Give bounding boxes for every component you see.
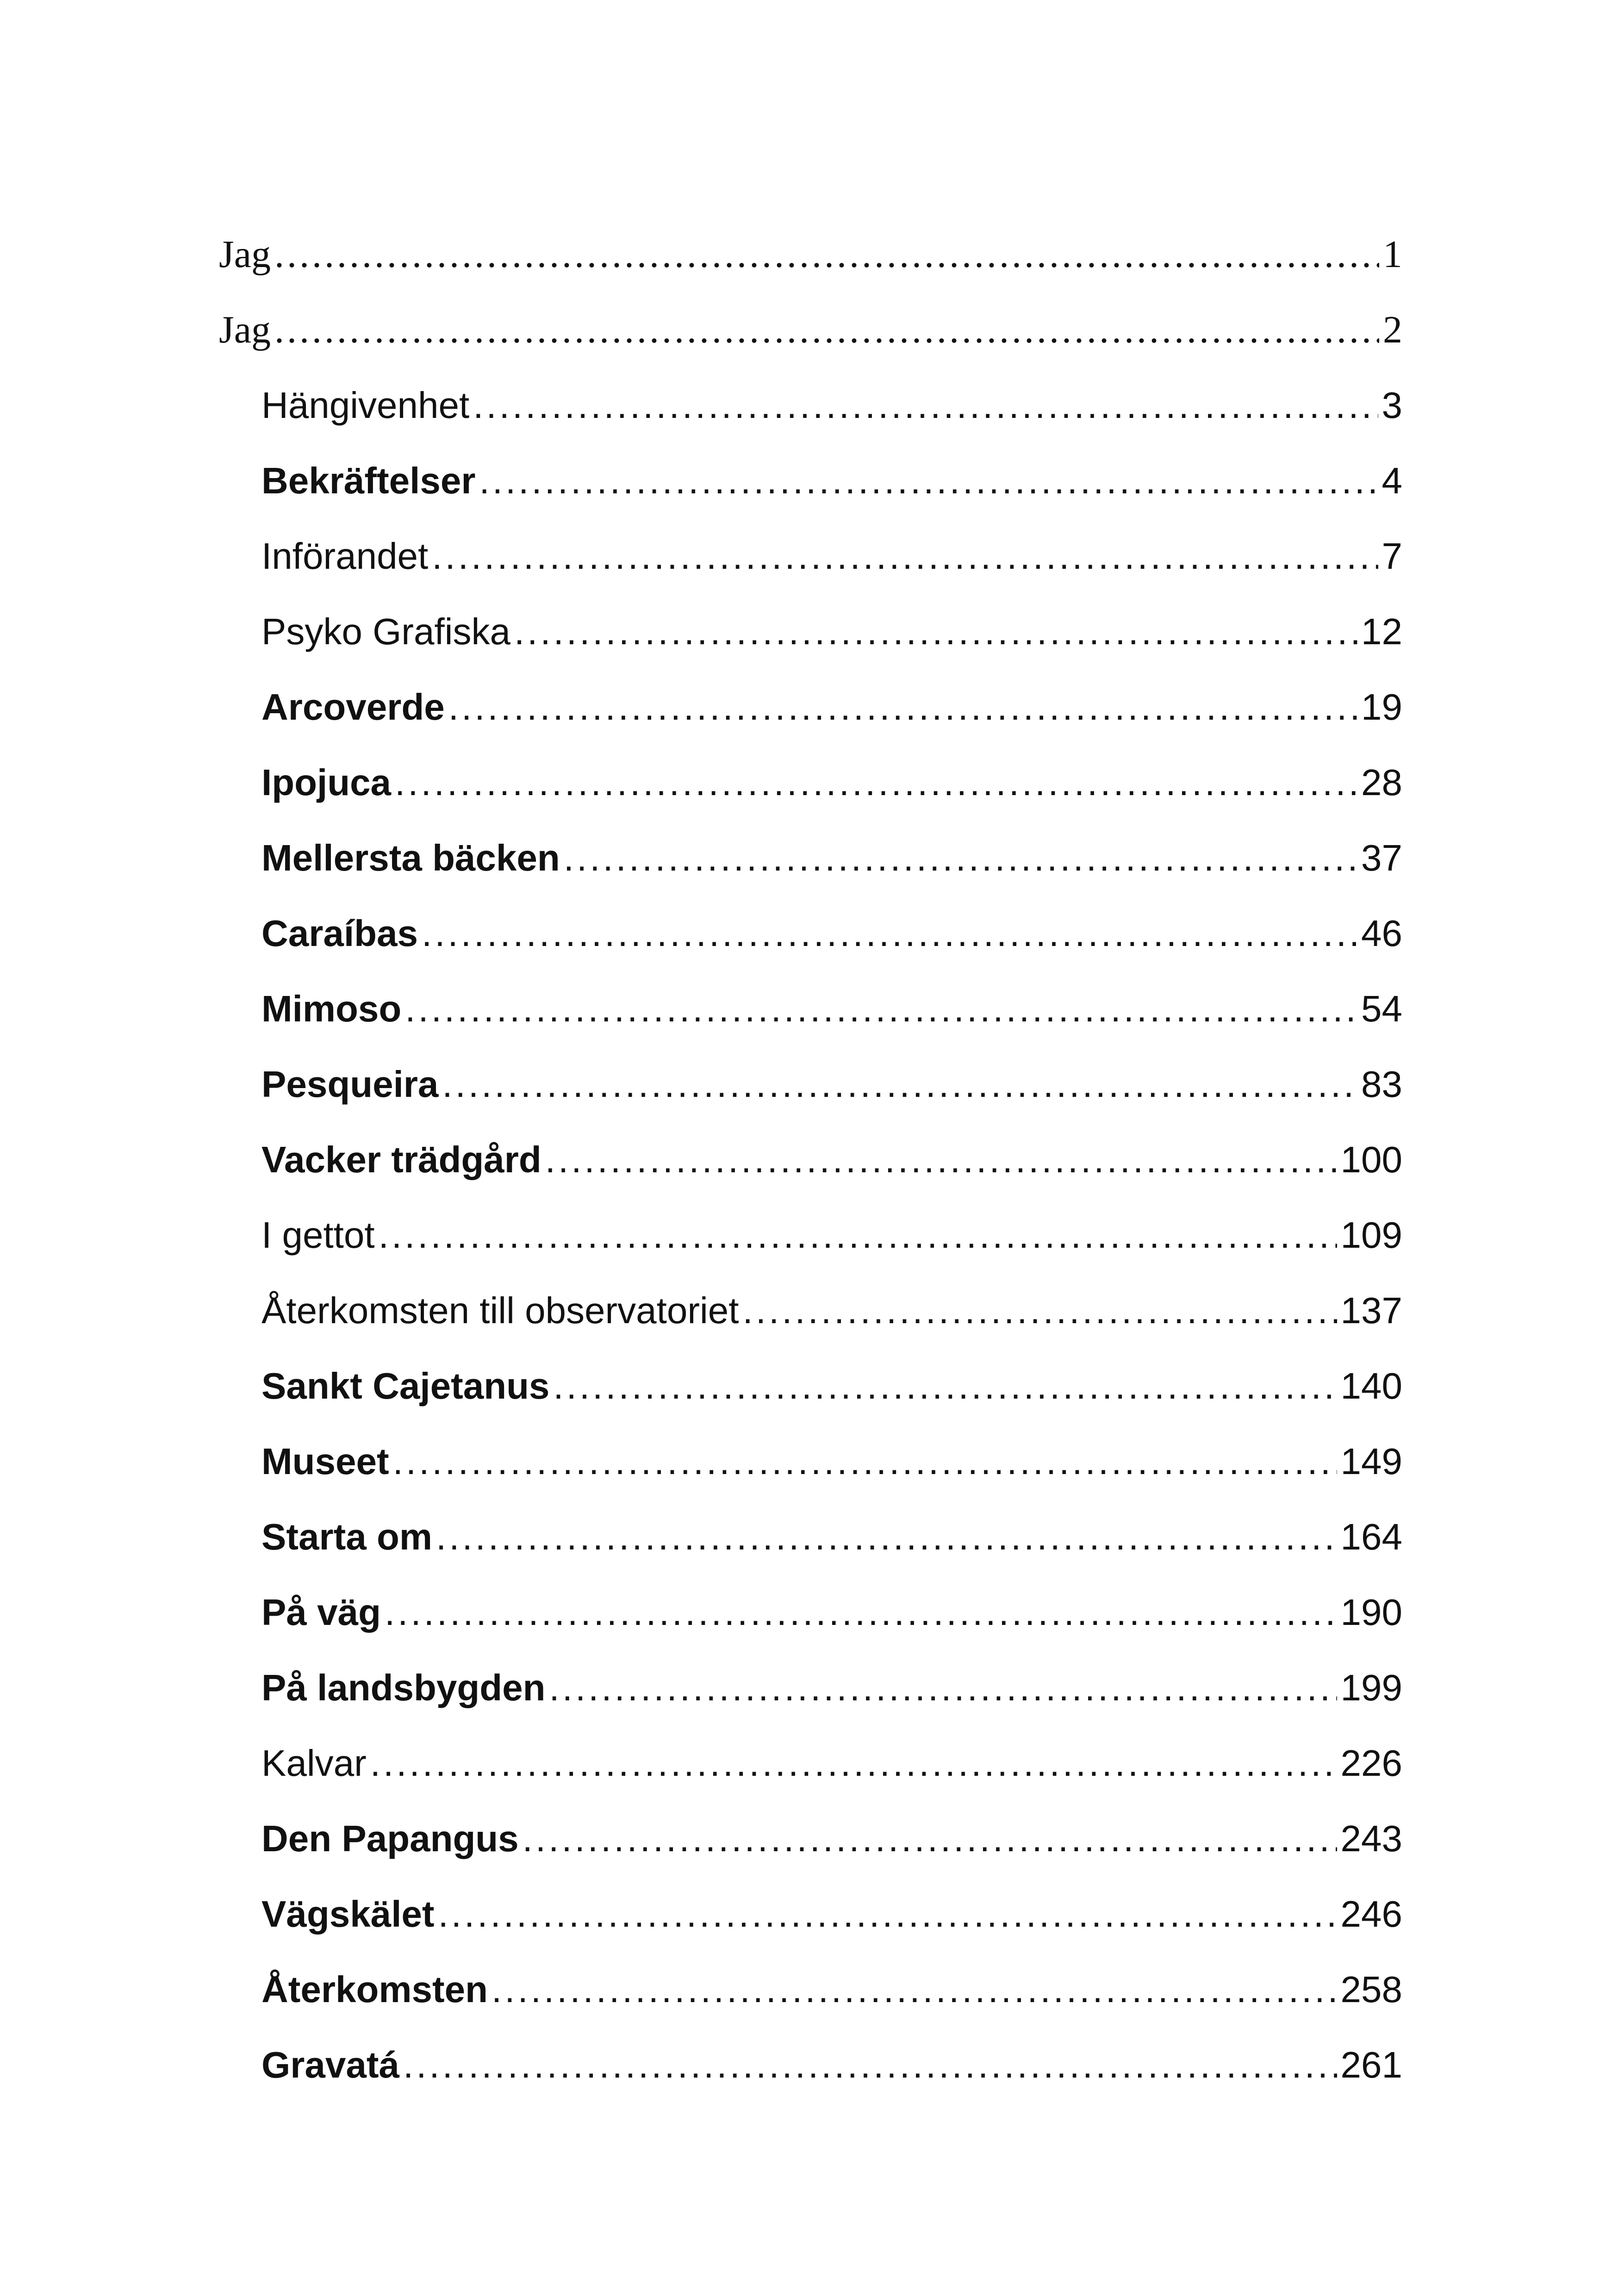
toc-entry-title: Vacker trädgård <box>261 1139 541 1180</box>
toc-entry-page-number: 261 <box>1340 2044 1402 2085</box>
toc-entry-title: I gettot <box>261 1214 375 1256</box>
toc-dot-leader <box>403 2027 1337 2103</box>
toc-dot-leader <box>743 1273 1337 1348</box>
toc-entry[interactable] <box>219 292 1402 367</box>
toc-entry-page-number: 7 <box>1382 535 1402 577</box>
toc-entry[interactable] <box>219 1876 1402 1952</box>
toc-entry[interactable] <box>219 1650 1402 1725</box>
toc-entry-title: Psyko Grafiska <box>261 611 510 652</box>
toc-entry-page-number: 246 <box>1340 1893 1402 1935</box>
toc-entry-title: Återkomsten till observatoriet <box>261 1290 739 1331</box>
toc-entry-page-number: 109 <box>1340 1214 1402 1256</box>
toc-entry-title: Arcoverde <box>261 686 445 728</box>
toc-dot-leader <box>370 1725 1337 1801</box>
toc-entry[interactable] <box>219 1424 1402 1499</box>
toc-entry-page-number: 37 <box>1361 837 1402 878</box>
toc-entry-page-number: 3 <box>1382 385 1402 426</box>
toc-dot-leader <box>405 971 1357 1046</box>
toc-entry-page-number: 19 <box>1361 686 1402 728</box>
toc-entry-title: Mellersta bäcken <box>261 837 560 878</box>
toc-dot-leader <box>395 745 1357 820</box>
toc-entry-title: Pesqueira <box>261 1064 439 1105</box>
toc-dot-leader <box>432 518 1378 594</box>
toc-entry[interactable] <box>219 594 1402 669</box>
toc-entry-page-number: 190 <box>1340 1592 1402 1633</box>
toc-entry-page-number: 12 <box>1361 611 1402 652</box>
toc-entry-title: På landsbygden <box>261 1667 546 1708</box>
toc-entry[interactable] <box>219 1046 1402 1122</box>
toc-entry-page-number: 243 <box>1340 1818 1402 1859</box>
toc-entry[interactable] <box>219 1574 1402 1650</box>
toc-entry-page-number: 149 <box>1340 1441 1402 1482</box>
toc-entry[interactable] <box>219 518 1402 594</box>
toc-entry[interactable] <box>219 820 1402 896</box>
toc-entry-title: Den Papangus <box>261 1818 519 1859</box>
toc-dot-leader <box>473 367 1378 443</box>
toc-entry-title: Återkomsten <box>261 1969 488 2010</box>
toc-entry[interactable] <box>219 1952 1402 2027</box>
toc-dot-leader <box>514 594 1357 669</box>
toc-entry[interactable] <box>219 745 1402 820</box>
toc-dot-leader <box>385 1574 1337 1650</box>
toc-dot-leader <box>274 217 1379 292</box>
toc-dot-leader <box>436 1499 1337 1574</box>
toc-entry-page-number: 54 <box>1361 988 1402 1029</box>
toc-entry-page-number: 1 <box>1383 233 1402 276</box>
toc-entry-title: Bekräftelser <box>261 460 476 501</box>
toc-dot-leader <box>523 1801 1337 1876</box>
toc-entry-title: Jag <box>219 233 271 276</box>
toc-dot-leader <box>274 292 1379 367</box>
toc-dot-leader <box>553 1348 1337 1424</box>
toc-entry-title: Införandet <box>261 535 429 577</box>
toc-dot-leader <box>545 1122 1337 1197</box>
toc-entry-title: Kalvar <box>261 1742 367 1784</box>
toc-entry[interactable] <box>219 1122 1402 1197</box>
toc-entry-title: Starta om <box>261 1516 432 1557</box>
toc-entry-title: Museet <box>261 1441 389 1482</box>
toc-entry[interactable] <box>219 367 1402 443</box>
toc-entry-page-number: 46 <box>1361 913 1402 954</box>
toc-entry-title: Hängivenhet <box>261 385 470 426</box>
toc-entry-page-number: 258 <box>1340 1969 1402 2010</box>
toc-entry-title: Mimoso <box>261 988 402 1029</box>
toc-dot-leader <box>448 669 1357 745</box>
toc-entry-page-number: 140 <box>1340 1365 1402 1406</box>
toc-entry[interactable] <box>219 896 1402 971</box>
toc-entry[interactable] <box>219 1499 1402 1574</box>
toc-entry-title: Gravatá <box>261 2044 399 2085</box>
toc-dot-leader <box>564 820 1357 896</box>
toc-entry-title: På väg <box>261 1592 381 1633</box>
toc-entry[interactable] <box>219 1197 1402 1273</box>
toc-entry-title: Ipojuca <box>261 762 392 803</box>
toc-dot-leader <box>393 1424 1337 1499</box>
toc-dot-leader <box>442 1046 1357 1122</box>
toc-entry[interactable] <box>219 2027 1402 2103</box>
toc-entry[interactable] <box>219 1273 1402 1348</box>
toc-dot-leader <box>479 443 1378 518</box>
toc-dot-leader <box>492 1952 1337 2027</box>
toc-entry-page-number: 100 <box>1340 1139 1402 1180</box>
toc-entry-title: Caraíbas <box>261 913 418 954</box>
toc-entry[interactable] <box>219 217 1402 292</box>
toc-entry-page-number: 226 <box>1340 1742 1402 1784</box>
toc-entry-page-number: 4 <box>1382 460 1402 501</box>
toc-entry[interactable] <box>219 971 1402 1046</box>
toc-entry-page-number: 137 <box>1340 1290 1402 1331</box>
toc-dot-leader <box>438 1876 1337 1952</box>
toc-dot-leader <box>422 896 1357 971</box>
toc-entry-page-number: 199 <box>1340 1667 1402 1708</box>
toc-entry-page-number: 2 <box>1383 308 1402 351</box>
toc-entry-page-number: 28 <box>1361 762 1402 803</box>
toc-entry[interactable] <box>219 443 1402 518</box>
toc-dot-leader <box>549 1650 1337 1725</box>
toc-entry-title: Jag <box>219 308 271 351</box>
toc-entry[interactable] <box>219 1725 1402 1801</box>
toc-entry-page-number: 83 <box>1361 1064 1402 1105</box>
toc-entry-page-number: 164 <box>1340 1516 1402 1557</box>
toc-entry[interactable] <box>219 1801 1402 1876</box>
toc-entry-title: Vägskälet <box>261 1893 435 1935</box>
toc-entry-title: Sankt Cajetanus <box>261 1365 550 1406</box>
toc-dot-leader <box>379 1197 1337 1273</box>
toc-entry[interactable] <box>219 1348 1402 1424</box>
table-of-contents <box>219 217 1402 2103</box>
toc-entry[interactable] <box>219 669 1402 745</box>
